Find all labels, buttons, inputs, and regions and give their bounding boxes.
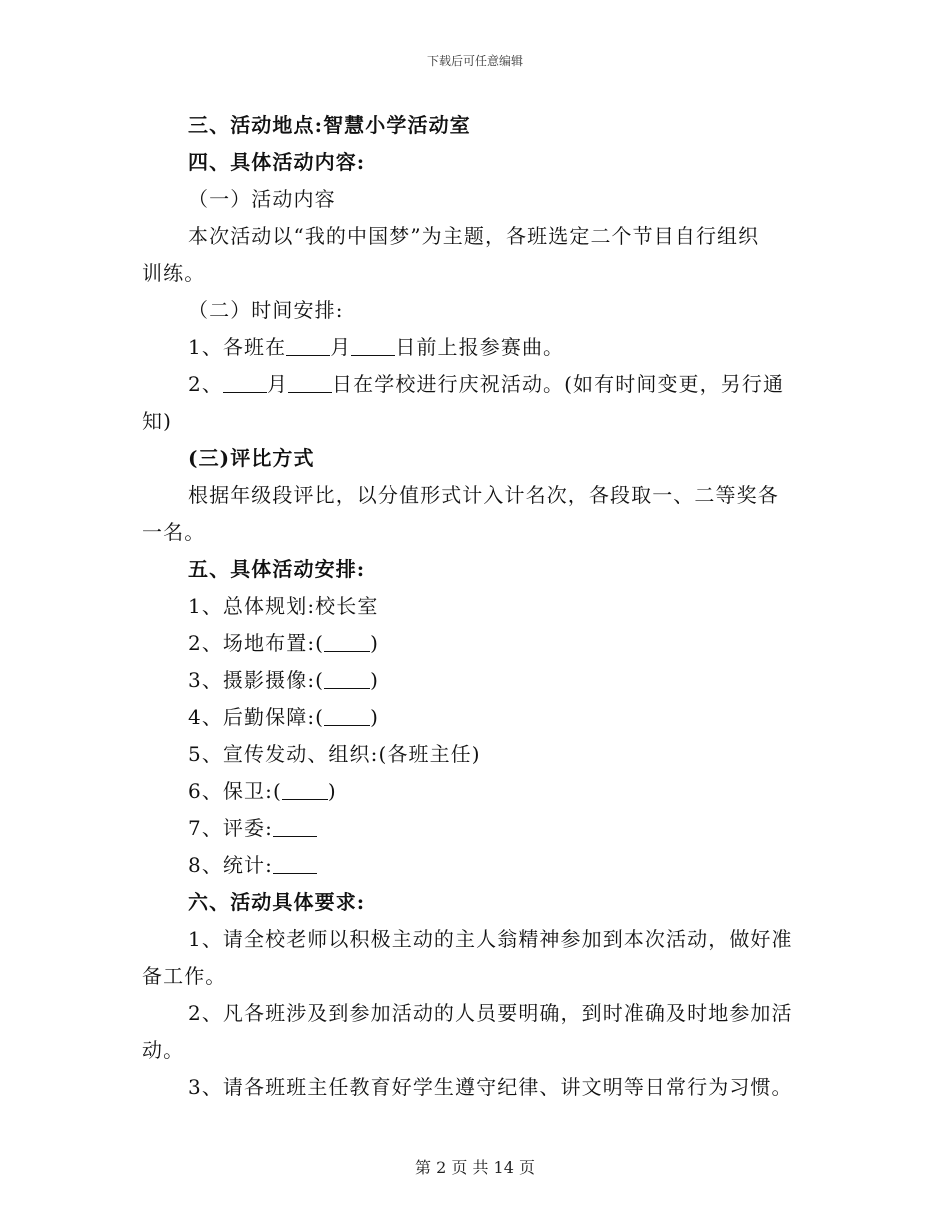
text-segment: 月 xyxy=(330,335,352,359)
fill-blank xyxy=(282,779,328,800)
text-segment: 4、后勤保障:( xyxy=(188,705,325,729)
subsection-2-title: （二）时间安排: xyxy=(188,298,344,322)
arrangement-item-7 xyxy=(142,810,810,847)
arrangement-item-5: 5、宣传发动、组织:(各班主任) xyxy=(188,742,481,766)
text-segment: 2、场地布置:( xyxy=(188,631,325,655)
subsection-1-title: （一）活动内容 xyxy=(188,187,336,211)
arrangement-item-6 xyxy=(142,773,810,810)
arrangement-item-3 xyxy=(142,662,810,699)
section-6-title: 六、活动具体要求: xyxy=(188,890,366,914)
text-segment: 2、 xyxy=(188,372,223,396)
requirement-item-1: 1、请全校老师以积极主动的主人翁精神参加到本次活动，做好准 xyxy=(188,927,793,951)
text-segment: 3、摄影摄像:( xyxy=(188,668,325,692)
fill-blank xyxy=(273,816,317,837)
fill-blank xyxy=(351,335,395,356)
arrangement-item-1: 1、总体规划:校长室 xyxy=(188,594,379,618)
fill-blank xyxy=(223,372,267,393)
subsection-3-title: (三)评比方式 xyxy=(188,446,315,470)
fill-blank xyxy=(273,853,317,874)
arrangement-item-4 xyxy=(142,699,810,736)
text-segment: ) xyxy=(370,705,379,729)
requirement-item-2: 2、凡各班涉及到参加活动的人员要明确，到时准确及时地参加活 xyxy=(188,1001,793,1025)
arrangement-item-8 xyxy=(142,847,810,884)
text-segment: ) xyxy=(327,779,337,803)
schedule-item-2 xyxy=(142,366,810,403)
fill-blank xyxy=(324,631,370,652)
paragraph-line: 一名。 xyxy=(142,520,206,544)
section-3-title: 三、活动地点:智慧小学活动室 xyxy=(188,113,471,137)
text-segment: ) xyxy=(370,668,379,692)
text-segment: 日在学校进行庆祝活动。(如有时间变更，另行通 xyxy=(332,372,785,396)
paragraph-line: 知) xyxy=(142,409,173,433)
paragraph-line: 根据年级段评比，以分值形式计入计名次，各段取一、二等奖各 xyxy=(188,483,779,507)
text-segment: ) xyxy=(370,631,379,655)
fill-blank xyxy=(286,335,330,356)
fill-blank xyxy=(324,705,370,726)
fill-blank xyxy=(324,668,370,689)
paragraph-line: 备工作。 xyxy=(142,964,227,988)
section-5-title: 五、具体活动安排: xyxy=(188,557,366,581)
text-segment: 6、保卫:( xyxy=(188,779,282,803)
paragraph-line: 本次活动以“我的中国梦”为主题，各班选定二个节目自行组织 xyxy=(188,224,760,248)
text-segment: 8、统计: xyxy=(188,853,273,877)
paragraph-line: 动。 xyxy=(142,1038,185,1062)
text-segment: 日前上报参赛曲。 xyxy=(395,335,565,359)
page-header: 下载后可任意编辑 xyxy=(426,54,523,68)
text-segment: 月 xyxy=(266,372,289,396)
arrangement-item-2 xyxy=(142,625,810,662)
text-segment: 7、评委: xyxy=(188,816,273,840)
paragraph-line: 训练。 xyxy=(142,261,206,285)
page-footer: 第 2 页 共 14 页 xyxy=(415,1158,535,1177)
text-segment: 1、各班在 xyxy=(188,335,287,359)
section-4-title: 四、具体活动内容: xyxy=(188,150,366,174)
document-body xyxy=(142,107,810,1106)
requirement-item-3: 3、请各班班主任教育好学生遵守纪律、讲文明等日常行为习惯。 xyxy=(188,1075,793,1099)
fill-blank xyxy=(288,372,332,393)
schedule-item-1 xyxy=(142,329,810,366)
